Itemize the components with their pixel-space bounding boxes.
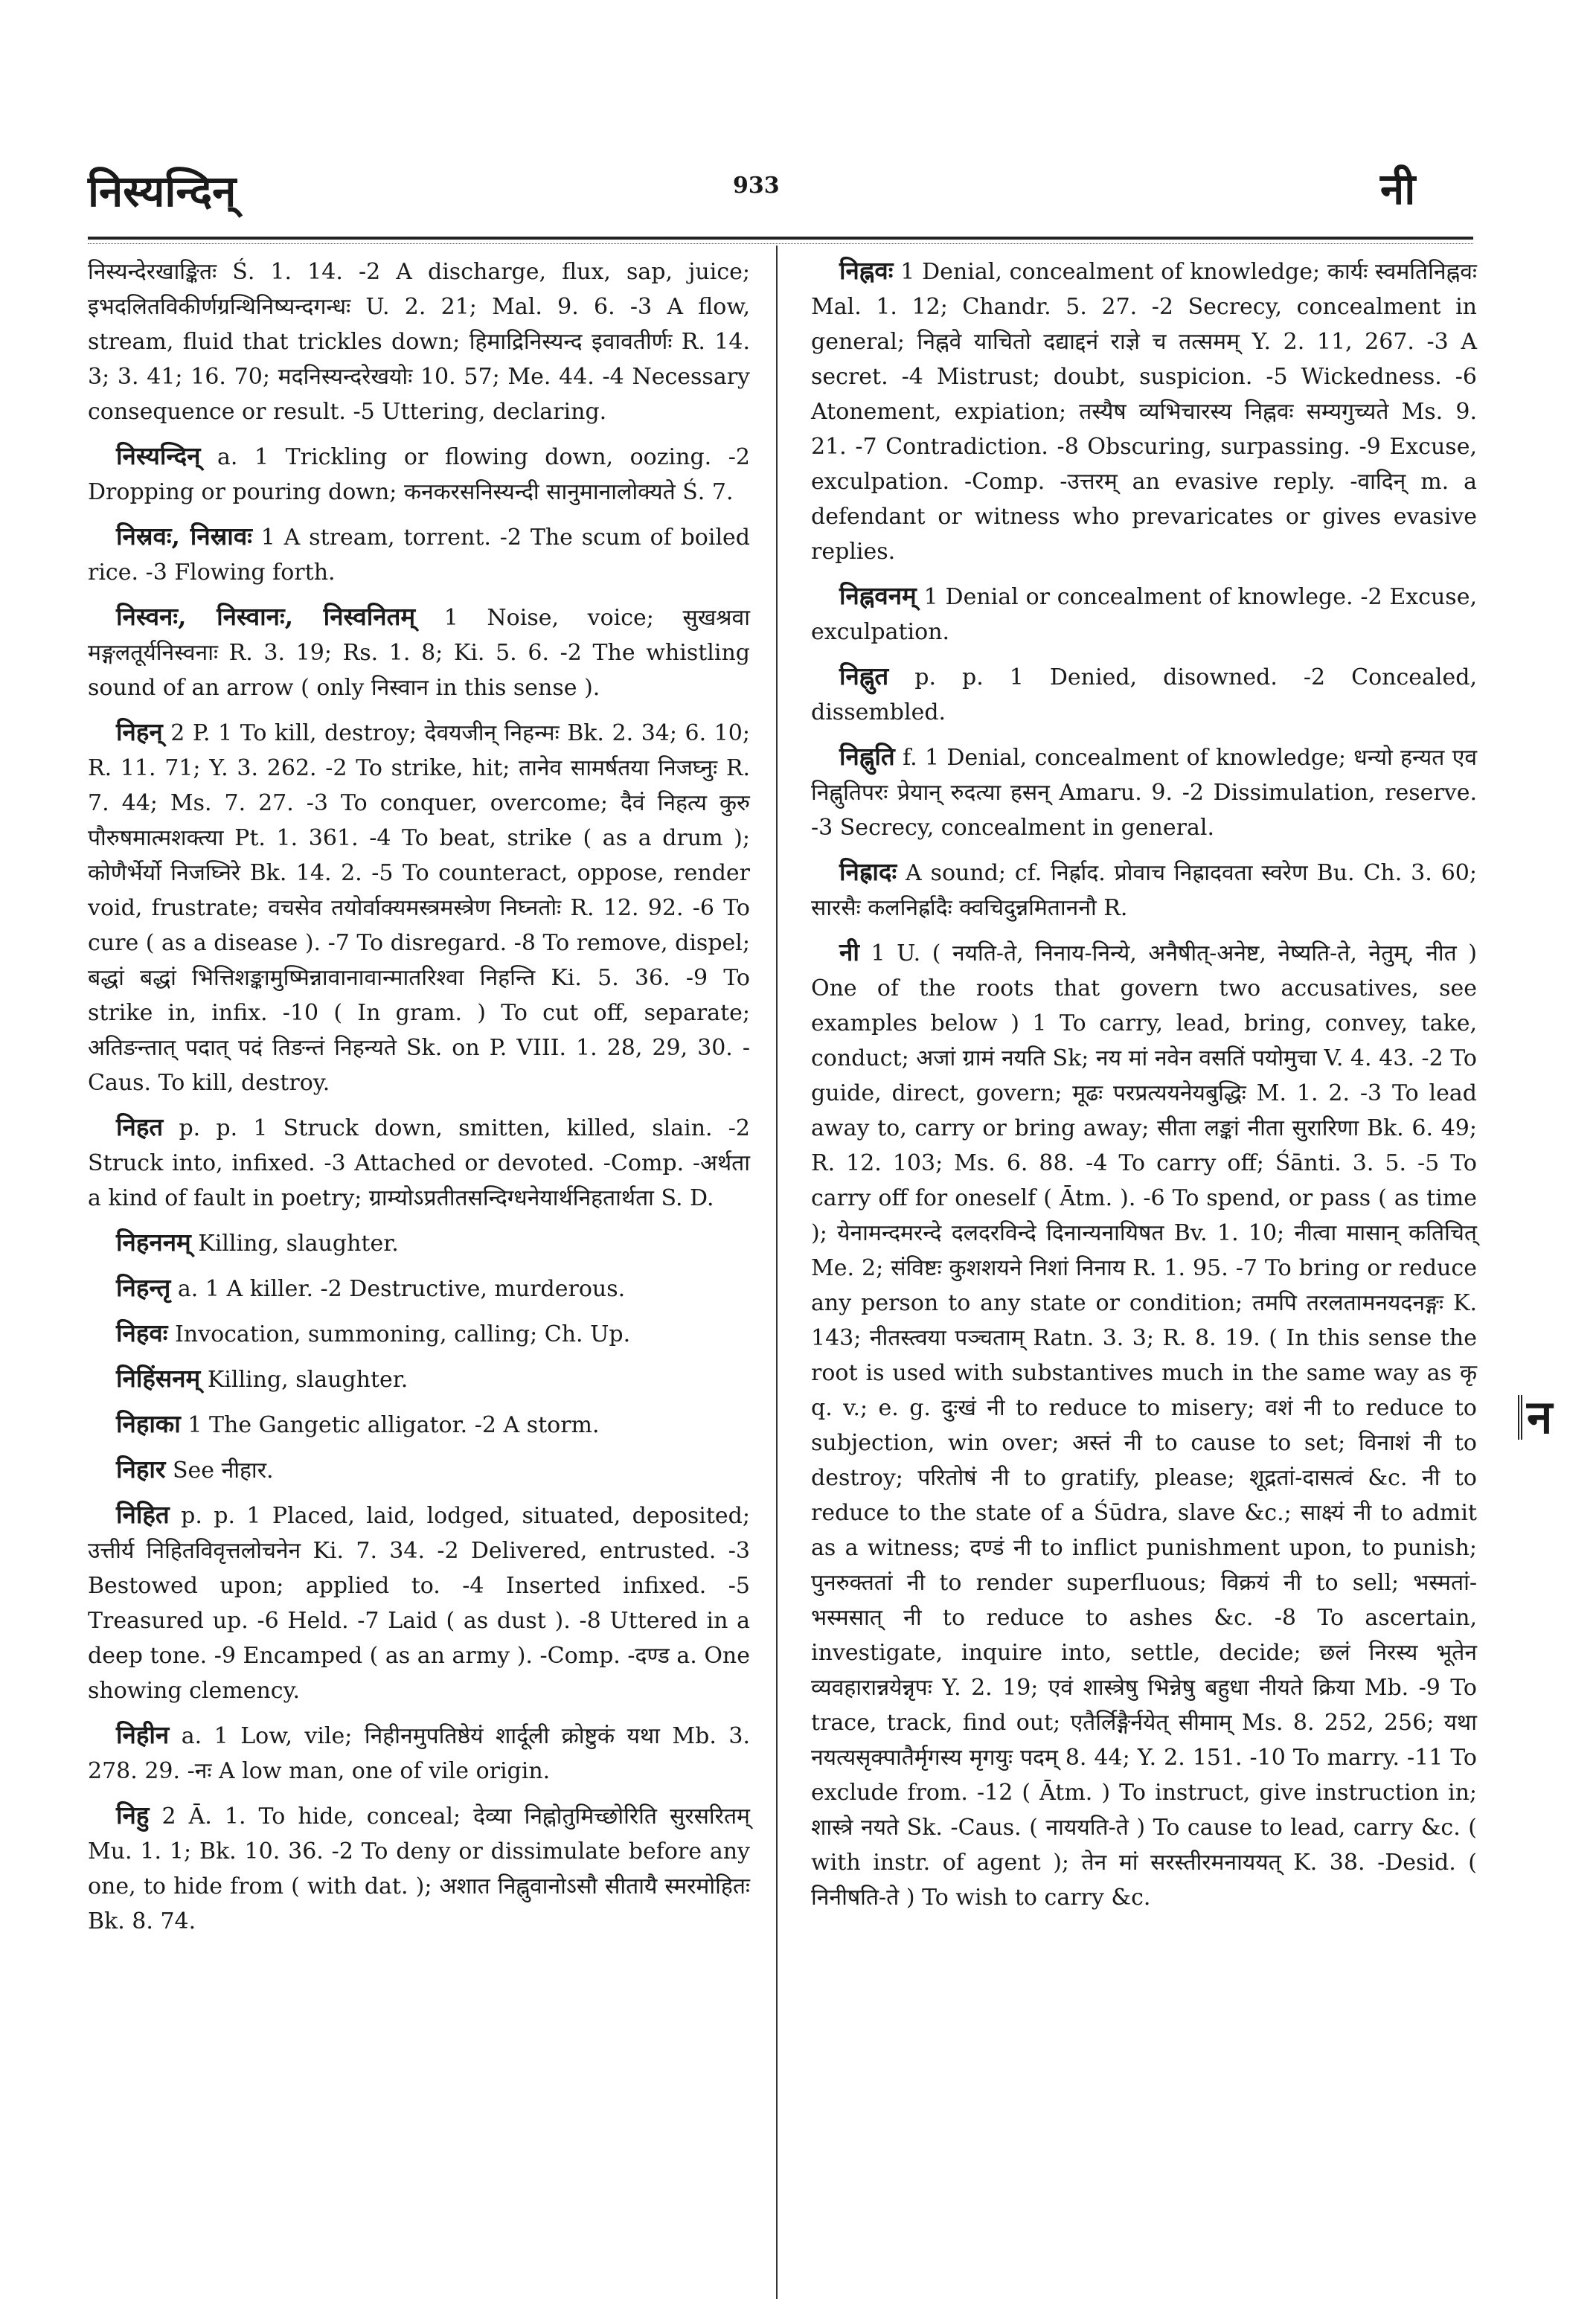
entry-headword: निहाका — [116, 1409, 181, 1438]
entry — [811, 658, 1477, 730]
entry-headword: निह्नुत — [839, 661, 889, 690]
entry — [88, 253, 750, 429]
entry-text: 1 The Gangetic alligator. -2 A storm. — [188, 1412, 600, 1438]
entry-headword: निहवः — [116, 1318, 168, 1347]
entry-headword: निह्नुति — [839, 742, 895, 771]
entry-headword: निह्नवः — [839, 256, 894, 285]
entry — [88, 1270, 750, 1306]
entry — [811, 739, 1477, 845]
entry — [811, 578, 1477, 650]
right-column — [811, 253, 1477, 1924]
entry-headword: निस्यन्दिन् — [116, 441, 201, 470]
entry-headword: निहु — [116, 1801, 150, 1830]
entry — [811, 854, 1477, 926]
entry-text: p. p. 1 Placed, laid, lodged, situated, deposited; उत्तीर्य निहितविवृत्तलोचनेन Ki. 7. 34. -2 Delivered, entrusted. -3 Bestowed upon; applied to. -4 Inserted infixed. -5 Treasured up. -6 Held. -7 Laid ( as dust ). -8 Uttered in a deep tone. -9 Encamped ( as an army ). -Comp. -दण्ड a. One showing clemency. — [88, 1503, 750, 1704]
entry-headword: निस्वनः, निस्वानः, निस्वनितम् — [116, 602, 416, 631]
entry-text: 1 Denial, concealment of knowledge; कार्यः स्वमतिनिह्नवः Mal. 1. 12; Chandr. 5. 27. -2 Secrecy, concealment in general; निह्नवे याचितो दद्याद्दनं राज्ञे च तत्समम् Y. 2. 11, 267. -3 A secret. -4 Mistrust; doubt, suspicion. -5 Wickedness. -6 Atonement, expiation; तस्यैष व्यभिचारस्य निह्नवः सम्यगुच्यते Ms. 9. 21. -7 Contradiction. -8 Obscuring, surpassing. -9 Excuse, exculpation. -Comp. -उत्तरम् an evasive reply. -वादिन् m. a defendant or witness who prevaricates or gives evasive replies. — [811, 259, 1477, 565]
entry-text: a. 1 Trickling or flowing down, oozing. -2 Dropping or pouring down; कनकरसनिस्यन्दी सानुमानालोक्यते Ś. 7. — [88, 444, 750, 505]
header-dotted-rule — [88, 243, 1473, 244]
entry-text: निस्यन्देरखाङ्कितः Ś. 1. 14. -2 A discharge, flux, sap, juice; इभदलितविकीर्णग्रन्थिनिष्यन्दगन्धः U. 2. 21; Mal. 9. 6. -3 A flow, stream, fluid that trickles down; हिमाद्रिनिस्यन्द इवावतीर्णः R. 14. 3; 3. 41; 16. 70; मदनिस्यन्दरेखयोः 10. 57; Me. 44. -4 Necessary consequence or result. -5 Uttering, declaring. — [88, 259, 750, 425]
left-column — [88, 253, 750, 1948]
entry — [88, 1406, 750, 1443]
entry-headword: निस्रवः, निस्रावः — [116, 522, 252, 551]
entry-text: Invocation, summoning, calling; Ch. Up. — [174, 1321, 631, 1347]
entry-text: 1 U. ( नयति-ते, निनाय-निन्ये, अनैषीत्-अनेष्ट, नेष्यति-ते, नेतुम्, नीत ) One of the roots that govern two accusatives, see examples below ) 1 To carry, lead, bring, convey, take, conduct; अजां ग्रामं नयति Sk; नय मां नवेन वसतिं पयोमुचा V. 4. 43. -2 To guide, direct, govern; मूढः परप्रत्ययनेयबुद्धिः M. 1. 2. -3 To lead away to, carry or bring away; सीता लङ्कां नीता सुरारिणा Bk. 6. 49; R. 12. 103; Ms. 6. 88. -4 To carry off; Śānti. 3. 5. -5 To carry off for oneself ( Ātm. ). -6 To spend, or pass ( as time ); येनामन्दमरन्दे दलदरविन्दे दिनान्यनायिषत Bv. 1. 10; नीत्वा मासान् कतिचित् Me. 2; संविष्टः कुशशयने निशां निनाय R. 1. 95. -7 To bring or reduce any person to any state or condition; तमपि तरलतामनयदनङ्गः K. 143; नीतस्त्वया पञ्चताम् Ratn. 3. 3; R. 8. 19. ( In this sense the root is used with substantives much in the same way as कृ q. v.; e. g. दुःखं नी to reduce to misery; वशं नी to reduce to subjection, win over; अस्तं नी to cause to set; विनाशं नी to destroy; परितोषं नी to gratify, please; शूद्रतां-दासत्वं &c. नी to reduce to the state of a Śūdra, slave &c.; साक्ष्यं नी to admit as a witness; दण्डं नी to inflict punishment upon, to punish; पुनरुक्ततां नी to render superfluous; विक्रयं नी to sell; भस्मतां-भस्मसात् नी to reduce to ashes &c. -8 To ascertain, investigate, inquire into, settle, decide; छलं निरस्य भूतेन व्यवहारान्नयेन्नृपः Y. 2. 19; एवं शास्त्रेषु भिन्नेषु बहुधा नीयते क्रिया Mb. -9 To trace, track, find out; एतैर्लिङ्गैर्नयेत् सीमाम् Ms. 8. 252, 256; यथा नयत्यसृक्पातैर्मृगस्य मृगयुः पदम् 8. 44; Y. 2. 151. -10 To marry. -11 To exclude from. -12 ( Ātm. ) To instruct, give instruction in; शास्त्रे नयते Sk. -Caus. ( नाययति-ते ) To cause to lead, carry &c. ( with instr. of agent ); तेन मां सरस्तीरमनाययत् K. 38. -Desid. ( निनीषति-ते ) To wish to carry &c. — [811, 940, 1477, 1911]
running-head-right: नी — [1380, 164, 1416, 214]
entry-headword: निह्रादः — [839, 857, 897, 886]
entry-headword: निहन् — [116, 717, 163, 746]
entry — [811, 934, 1477, 1915]
entry — [88, 1717, 750, 1789]
entry-text: a. 1 Low, vile; निहीनमुपतिष्ठेयं शार्दूली क्रोष्टुकं यथा Mb. 3. 278. 29. -नः A low man, one of vile origin. — [88, 1723, 750, 1784]
entry — [88, 1497, 750, 1708]
entry-text: Killing, slaughter. — [198, 1231, 399, 1257]
entry — [88, 714, 750, 1100]
entry-headword: निहन्तृ — [116, 1273, 171, 1302]
entry-text: p. p. 1 Denied, disowned. -2 Concealed, dissembled. — [811, 664, 1477, 725]
entry-text: 1 Noise, voice; सुखश्रवा मङ्गलतूर्यनिस्वनाः R. 3. 19; Rs. 1. 8; Ki. 5. 6. -2 The whistling sound of an arrow ( only निस्वान in this sense ). — [88, 605, 750, 701]
entry — [88, 1452, 750, 1488]
entry-text: 1 A stream, torrent. -2 The scum of boiled rice. -3 Flowing forth. — [88, 525, 750, 586]
entry-text: A sound; cf. निर्ह्राद. प्रोवाच निह्रादवता स्वरेण Bu. Ch. 3. 60; सारसैः कलनिर्ह्रादैः क्वचिदुन्नमिताननौ R. — [811, 860, 1477, 921]
entry-text: 2 P. 1 To kill, destroy; देवयजीन् निहन्मः Bk. 2. 34; 6. 10; R. 11. 71; Y. 3. 262. -2 To strike, hit; तानेव सामर्षतया निजघ्नुः R. 7. 44; Ms. 7. 27. -3 To conquer, overcome; दैवं निहत्य कुरु पौरुषमात्मशक्त्या Pt. 1. 361. -4 To beat, strike ( as a drum ); कोणैर्भेर्यो निजघ्निरे Bk. 14. 2. -5 To counteract, oppose, render void, frustrate; वचसेव तयोर्वाक्यमस्त्रमस्त्रेण निघ्नतोः R. 12. 92. -6 To cure ( as a disease ). -7 To disregard. -8 To remove, dispel; बद्धां बद्धां भित्तिशङ्कामुष्मिन्नावानावान्मातरिश्वा निहन्ति Ki. 5. 36. -9 To strike in, infix. -10 ( In gram. ) To cut off, separate; अतिङन्तात् पदात् पदं तिङन्तं निहन्यते Sk. on P. VIII. 1. 28, 29, 30. -Caus. To kill, destroy. — [88, 720, 750, 1096]
entry-text: a. 1 A killer. -2 Destructive, murderous. — [177, 1276, 626, 1302]
entry — [88, 1315, 750, 1352]
entry-headword: निह्नवनम् — [839, 581, 917, 610]
entry — [88, 519, 750, 590]
entry-text: f. 1 Denial, concealment of knowledge; धन्यो हन्यत एव निह्नुतिपरः प्रेयान् रुदत्या हसन् Amaru. 9. -2 Dissimulation, reserve. -3 Secrecy, concealment in general. — [811, 745, 1477, 841]
entry-headword: निहत — [116, 1112, 164, 1141]
entry — [811, 253, 1477, 569]
entry-text: Killing, slaughter. — [207, 1367, 408, 1393]
entry-text: 1 Denial or concealment of knowlege. -2 Excuse, exculpation. — [811, 584, 1477, 645]
entry — [88, 599, 750, 705]
page-number: 933 — [733, 173, 780, 199]
entry — [88, 1798, 750, 1939]
entry — [88, 438, 750, 510]
entry-headword: नी — [839, 937, 859, 966]
entry — [88, 1361, 750, 1397]
entry-headword: निहार — [116, 1455, 166, 1484]
entry — [88, 1225, 750, 1261]
entry-text: 2 Ā. 1. To hide, conceal; देव्या निह्नोतुमिच्छोरिति सुरसरितम् Mu. 1. 1; Bk. 10. 36. -2 To deny or dissimulate before any one, to hide from ( with dat. ); अशात निह्नुवानोऽसौ सीतायै स्मरमोहितः Bk. 8. 74. — [88, 1803, 750, 1934]
column-divider — [776, 246, 778, 2299]
running-head-left: निस्यन्दिन् — [88, 166, 237, 217]
header-rule — [88, 237, 1473, 240]
entry-headword: निहननम् — [116, 1228, 191, 1257]
entry-text: See नीहार. — [172, 1458, 274, 1484]
entry-text: p. p. 1 Struck down, smitten, killed, slain. -2 Struck into, infixed. -3 Attached or devoted. -Comp. -अर्थता a kind of fault in poetry; ग्राम्योऽप्रतीतसन्दिग्धनेयार्थनिहतार्थता S. D. — [88, 1115, 751, 1211]
thumb-index-tab: न — [1518, 1395, 1552, 1440]
entry-headword: निहिंसनम् — [116, 1364, 201, 1393]
entry-headword: निहित — [116, 1500, 170, 1529]
entry-headword: निहीन — [116, 1720, 170, 1749]
entry — [88, 1109, 750, 1216]
